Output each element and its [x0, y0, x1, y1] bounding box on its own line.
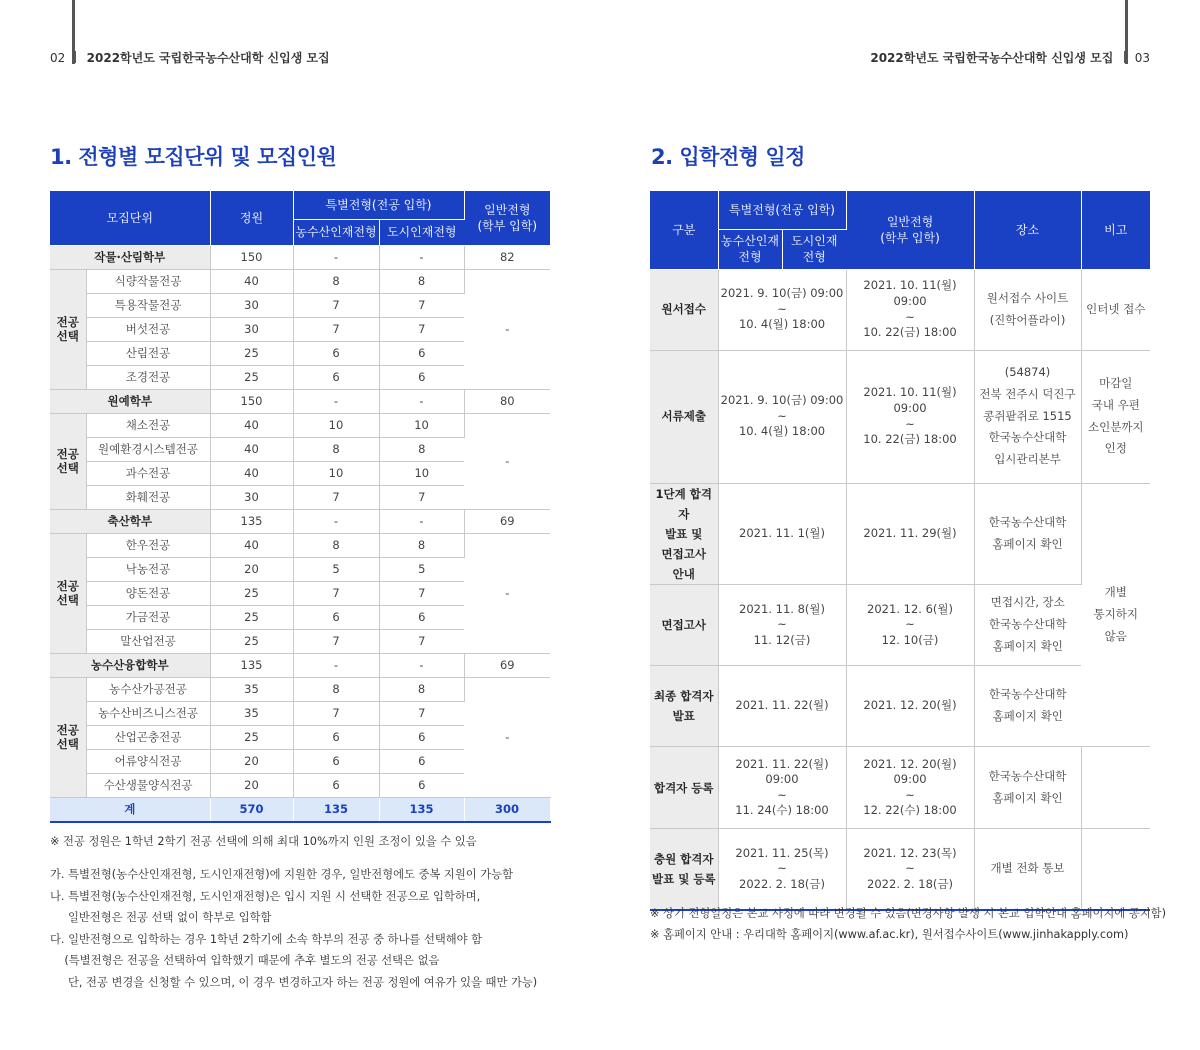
major-name: 낙농전공: [86, 557, 210, 581]
total-general: 300: [464, 797, 550, 822]
header-special: 특별전형(전공 입학): [293, 191, 464, 219]
major-special-b: 10: [379, 461, 464, 485]
major-name: 버섯전공: [86, 317, 210, 341]
major-special-a: 5: [293, 557, 379, 581]
right-page-number: 03: [1134, 51, 1150, 65]
dept-general: 69: [464, 653, 550, 677]
major-quota: 20: [210, 557, 293, 581]
schedule-row: [650, 269, 1150, 350]
header-unit: 모집단위: [50, 191, 210, 245]
major-group-label: 전공 선택: [50, 533, 86, 653]
major-name: 원예환경시스템전공: [86, 437, 210, 461]
major-special-a: 7: [293, 485, 379, 509]
schedule-place: 원서접수 사이트 (진학어플라이): [974, 269, 1081, 350]
major-quota: 25: [210, 365, 293, 389]
note-line: 다. 일반전형으로 입학하는 경우 1학년 2학기에 소속 학부의 전공 중 하나를 선택해야 함: [50, 932, 483, 946]
major-quota: 30: [210, 293, 293, 317]
major-name: 산림전공: [86, 341, 210, 365]
schedule-place: 한국농수산대학 홈페이지 확인: [974, 483, 1081, 585]
major-name: 채소전공: [86, 413, 210, 437]
major-special-b: 8: [379, 677, 464, 701]
quota-table: [50, 191, 551, 823]
schedule-remark: [1081, 747, 1150, 829]
major-name: 화훼전공: [86, 485, 210, 509]
major-name: 과수전공: [86, 461, 210, 485]
schedule-general: 2021. 12. 23(목) ~ 2022. 2. 18(금): [846, 829, 974, 910]
major-group-label: 전공 선택: [50, 413, 86, 509]
schedule-special: 2021. 9. 10(금) 09:00 ~ 10. 4(월) 18:00: [718, 350, 846, 483]
schedule-table: [650, 191, 1150, 911]
header-special-b: 도시인재전형: [379, 219, 464, 245]
major-quota: 25: [210, 725, 293, 749]
dept-general: 69: [464, 509, 550, 533]
header-category: 구분: [650, 191, 718, 269]
major-special-a: 7: [293, 293, 379, 317]
major-special-a: 10: [293, 461, 379, 485]
major-special-a: 10: [293, 413, 379, 437]
dept-special-a: -: [293, 389, 379, 413]
schedule-general: 2021. 12. 20(월) 09:00 ~ 12. 22(수) 18:00: [846, 747, 974, 829]
major-quota: 30: [210, 485, 293, 509]
major-name: 가금전공: [86, 605, 210, 629]
note-line: 나. 특별전형(농수산인재전형, 도시인재전형)은 입시 지원 시 선택한 전공으로 입학하며,: [50, 889, 481, 903]
header-general: 일반전형 (학부 입학): [464, 191, 550, 245]
major-special-a: 7: [293, 629, 379, 653]
major-special-a: 8: [293, 677, 379, 701]
schedule-note-line: ※ 상기 전형일정은 본교 사정에 따라 변경될 수 있음(변경사항 발생 시 본교 입학안내 홈페이지에 공지함): [650, 907, 1166, 920]
major-special-b: 6: [379, 605, 464, 629]
major-quota: 35: [210, 701, 293, 725]
schedule-remark: [1081, 829, 1150, 910]
major-quota: 40: [210, 533, 293, 557]
schedule-special: 2021. 11. 22(월) 09:00 ~ 11. 24(수) 18:00: [718, 747, 846, 829]
major-special-a: 7: [293, 317, 379, 341]
major-quota: 40: [210, 269, 293, 293]
schedule-general: 2021. 12. 20(월): [846, 666, 974, 747]
header-special: 특별전형(전공 입학): [718, 191, 846, 229]
header-special-a: 농수산인재전형: [293, 219, 379, 245]
major-special-b: 6: [379, 341, 464, 365]
right-page-header: [870, 49, 1150, 66]
left-page-header: [50, 49, 330, 66]
section2-title: 2. 입학전형 일정: [651, 145, 805, 169]
header-divider: [73, 51, 76, 63]
major-special-a: 6: [293, 605, 379, 629]
total-quota: 570: [210, 797, 293, 822]
major-general: -: [464, 677, 550, 797]
dept-special-b: -: [379, 245, 464, 269]
right-header-title: 2022학년도 국립한국농수산대학 신입생 모집: [870, 51, 1114, 65]
schedule-label: 면접고사: [650, 585, 718, 666]
major-special-a: 8: [293, 269, 379, 293]
total-label: 계: [50, 797, 210, 822]
major-name: 농수산가공전공: [86, 677, 210, 701]
schedule-place: 한국농수산대학 홈페이지 확인: [974, 747, 1081, 829]
major-name: 말산업전공: [86, 629, 210, 653]
major-name: 식량작물전공: [86, 269, 210, 293]
major-name: 산업곤충전공: [86, 725, 210, 749]
major-special-a: 6: [293, 365, 379, 389]
header-general: 일반전형 (학부 입학): [846, 191, 974, 269]
schedule-row: [650, 350, 1150, 483]
major-special-a: 7: [293, 701, 379, 725]
major-special-b: 7: [379, 629, 464, 653]
major-special-a: 6: [293, 773, 379, 797]
header-special-a: 농수산인재 전형: [718, 229, 782, 269]
major-row: [50, 533, 550, 557]
major-quota: 30: [210, 317, 293, 341]
dept-name: 원예학부: [50, 389, 210, 413]
schedule-note-line: ※ 홈페이지 안내 : 우리대학 홈페이지(www.af.ac.kr), 원서접수사이트(www.jinhakapply.com): [650, 928, 1129, 941]
major-quota: 25: [210, 581, 293, 605]
dept-special-a: -: [293, 509, 379, 533]
major-special-a: 8: [293, 437, 379, 461]
header-divider: [1124, 51, 1127, 63]
major-special-a: 6: [293, 749, 379, 773]
major-quota: 25: [210, 341, 293, 365]
major-special-a: 7: [293, 581, 379, 605]
schedule-general: 2021. 12. 6(월) ~ 12. 10(금): [846, 585, 974, 666]
schedule-label: 서류제출: [650, 350, 718, 483]
schedule-row: [650, 483, 1150, 585]
major-special-b: 8: [379, 533, 464, 557]
dept-general: 82: [464, 245, 550, 269]
dept-quota: 135: [210, 653, 293, 677]
major-name: 어류양식전공: [86, 749, 210, 773]
schedule-remark-shared: 개별 통지하지 않음: [1081, 483, 1150, 747]
major-quota: 40: [210, 413, 293, 437]
header-remark: 비고: [1081, 191, 1150, 269]
schedule-special: 2021. 11. 8(월) ~ 11. 12(금): [718, 585, 846, 666]
schedule-row: [650, 666, 1150, 747]
dept-name: 작물·산림학부: [50, 245, 210, 269]
header-quota: 정원: [210, 191, 293, 245]
total-special-a: 135: [293, 797, 379, 822]
header-place: 장소: [974, 191, 1081, 269]
dept-name: 축산학부: [50, 509, 210, 533]
dept-row: [50, 389, 550, 413]
major-special-b: 6: [379, 749, 464, 773]
schedule-row: [650, 585, 1150, 666]
schedule-special: 2021. 11. 25(목) ~ 2022. 2. 18(금): [718, 829, 846, 910]
note-line: 일반전형은 전공 선택 없이 학부로 입학함: [50, 911, 272, 924]
major-special-b: 7: [379, 293, 464, 317]
schedule-place: 한국농수산대학 홈페이지 확인: [974, 666, 1081, 747]
major-special-b: 6: [379, 773, 464, 797]
schedule-general: 2021. 11. 29(월): [846, 483, 974, 585]
major-general: -: [464, 269, 550, 389]
total-row: [50, 797, 550, 822]
dept-row: [50, 509, 550, 533]
schedule-label: 원서접수: [650, 269, 718, 350]
dept-special-b: -: [379, 653, 464, 677]
schedule-special: 2021. 9. 10(금) 09:00 ~ 10. 4(월) 18:00: [718, 269, 846, 350]
major-general: -: [464, 533, 550, 653]
major-quota: 20: [210, 773, 293, 797]
major-special-a: 6: [293, 725, 379, 749]
major-special-b: 10: [379, 413, 464, 437]
major-name: 양돈전공: [86, 581, 210, 605]
major-special-b: 7: [379, 317, 464, 341]
major-quota: 35: [210, 677, 293, 701]
schedule-row: [650, 747, 1150, 829]
schedule-label: 충원 합격자 발표 및 등록: [650, 829, 718, 910]
major-general: -: [464, 413, 550, 509]
note-line: 가. 특별전형(농수산인재전형, 도시인재전형)에 지원한 경우, 일반전형에도 중복 지원이 가능함: [50, 868, 514, 881]
dept-quota: 135: [210, 509, 293, 533]
major-quota: 25: [210, 605, 293, 629]
dept-row: [50, 245, 550, 269]
schedule-special: 2021. 11. 1(월): [718, 483, 846, 585]
quota-footnote: ※ 전공 정원은 1학년 2학기 전공 선택에 의해 최대 10%까지 인원 조정이 있을 수 있음: [50, 835, 477, 848]
dept-special-b: -: [379, 389, 464, 413]
major-special-b: 7: [379, 485, 464, 509]
header-special-b: 도시인재 전형: [782, 229, 846, 269]
schedule-general: 2021. 10. 11(월) 09:00 ~ 10. 22(금) 18:00: [846, 269, 974, 350]
major-special-b: 8: [379, 437, 464, 461]
note-line: 단, 전공 변경을 신청할 수 있으며, 이 경우 변경하고자 하는 전공 정원에 여유가 있을 때만 가능): [50, 975, 538, 989]
section2-notes: [650, 903, 1166, 945]
major-name: 특용작물전공: [86, 293, 210, 317]
dept-special-a: -: [293, 653, 379, 677]
quota-table-body: [50, 245, 550, 822]
dept-row: [50, 653, 550, 677]
dept-special-a: -: [293, 245, 379, 269]
schedule-label: 합격자 등록: [650, 747, 718, 829]
schedule-remark: 인터넷 접수: [1081, 269, 1150, 350]
section1-notes: [50, 864, 537, 993]
major-special-b: 8: [379, 269, 464, 293]
major-quota: 25: [210, 629, 293, 653]
note-line: (특별전형은 전공을 선택하여 입학했기 때문에 추후 별도의 전공 선택은 없음: [50, 954, 440, 967]
schedule-place: (54874) 전북 전주시 덕진구 콩쥐팥쥐로 1515 한국농수산대학 입시관리본부: [974, 350, 1081, 483]
dept-general: 80: [464, 389, 550, 413]
schedule-general: 2021. 10. 11(월) 09:00 ~ 10. 22(금) 18:00: [846, 350, 974, 483]
major-group-label: 전공 선택: [50, 677, 86, 797]
major-row: [50, 413, 550, 437]
major-name: 한우전공: [86, 533, 210, 557]
schedule-row: [650, 829, 1150, 910]
left-page-number: 02: [50, 51, 66, 65]
major-row: [50, 269, 550, 293]
section1-title: 1. 전형별 모집단위 및 모집인원: [50, 145, 337, 169]
major-special-b: 7: [379, 581, 464, 605]
major-special-a: 6: [293, 341, 379, 365]
left-header-title: 2022학년도 국립한국농수산대학 신입생 모집: [86, 51, 330, 65]
major-special-b: 5: [379, 557, 464, 581]
major-special-b: 6: [379, 725, 464, 749]
major-name: 조경전공: [86, 365, 210, 389]
schedule-remark: 마감일 국내 우편 소인분까지 인정: [1081, 350, 1150, 483]
schedule-table-body: [650, 269, 1150, 910]
dept-quota: 150: [210, 389, 293, 413]
major-quota: 40: [210, 461, 293, 485]
dept-quota: 150: [210, 245, 293, 269]
major-special-b: 7: [379, 701, 464, 725]
major-quota: 40: [210, 437, 293, 461]
major-special-a: 8: [293, 533, 379, 557]
total-special-b: 135: [379, 797, 464, 822]
dept-name: 농수산융합학부: [50, 653, 210, 677]
dept-special-b: -: [379, 509, 464, 533]
major-name: 수산생물양식전공: [86, 773, 210, 797]
major-special-b: 6: [379, 365, 464, 389]
schedule-place: 개별 전화 통보: [974, 829, 1081, 910]
major-group-label: 전공 선택: [50, 269, 86, 389]
major-quota: 20: [210, 749, 293, 773]
schedule-label: 1단계 합격자 발표 및 면접고사 안내: [650, 483, 718, 585]
major-row: [50, 677, 550, 701]
major-name: 농수산비즈니스전공: [86, 701, 210, 725]
schedule-label: 최종 합격자 발표: [650, 666, 718, 747]
schedule-place: 면접시간, 장소 한국농수산대학 홈페이지 확인: [974, 585, 1081, 666]
schedule-special: 2021. 11. 22(월): [718, 666, 846, 747]
